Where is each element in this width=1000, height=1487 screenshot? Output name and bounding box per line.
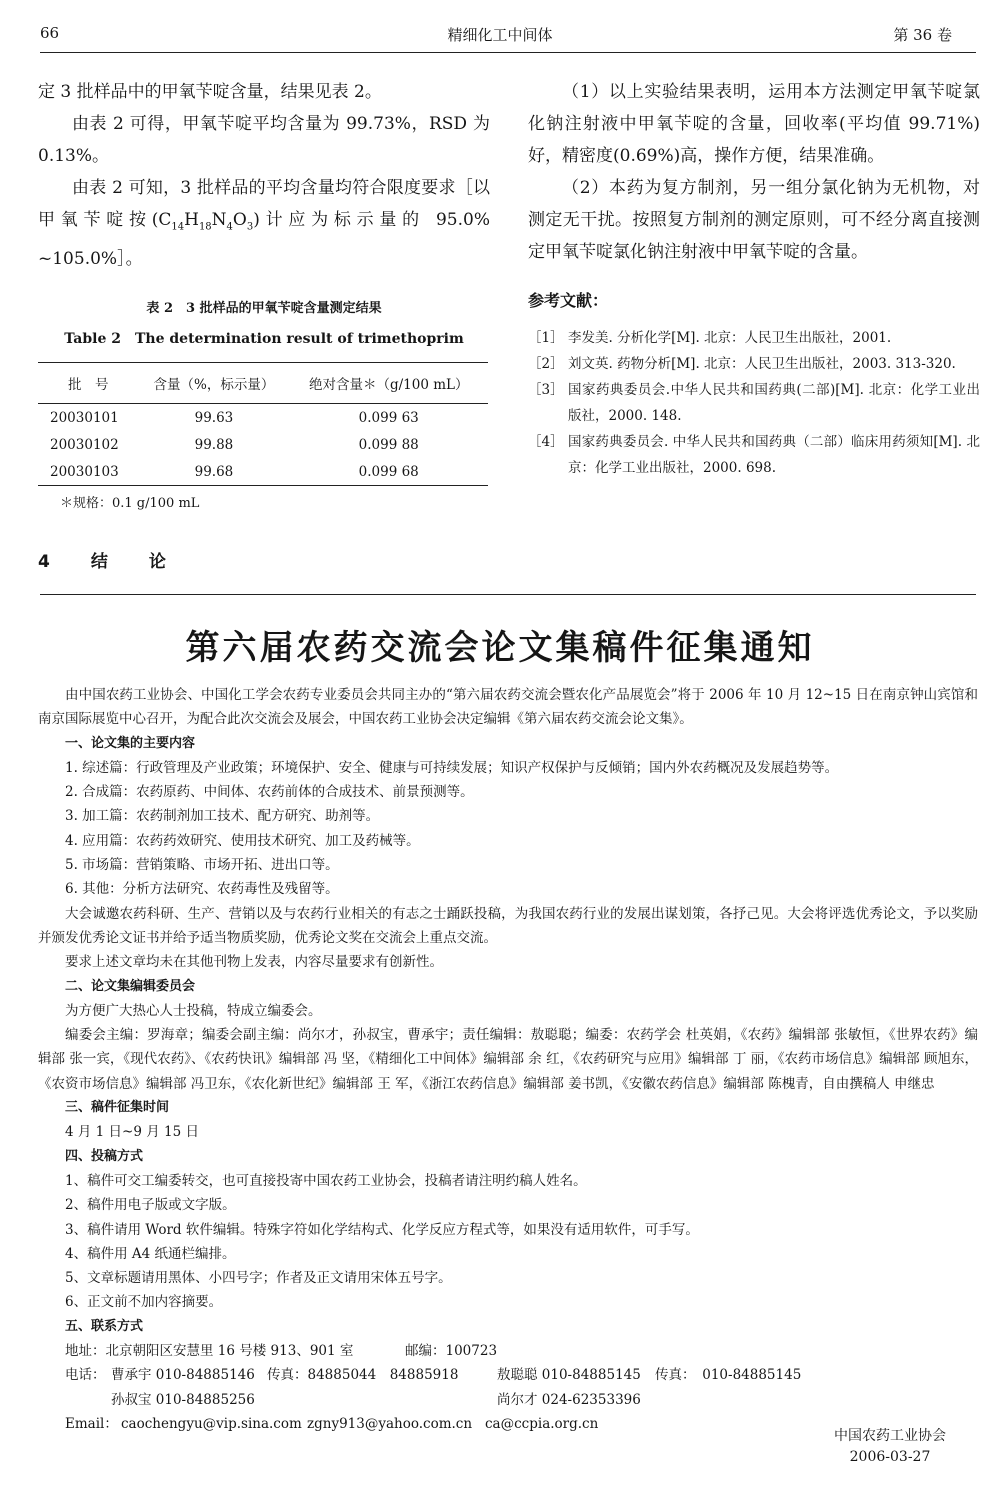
column-header: 绝对含量＊（g/100 mL） [308, 377, 469, 394]
table-cell: 20030102 [50, 436, 119, 453]
reference-list [528, 325, 980, 481]
text-run: O [232, 210, 247, 230]
notice-subheading: 三、稿件征集时间 [65, 1100, 170, 1116]
list-item: 6. 其他：分析方法研究、农药毒性及残留等。 [65, 881, 339, 898]
notice-title: 第六届农药交流会论文集稿件征集通知 [185, 628, 815, 668]
notice-subheading: 四、投稿方式 [65, 1148, 144, 1164]
paragraph: 定 3 批样品中的甲氧苄啶含量，结果见表 2。 [38, 82, 382, 102]
reference-number: ［3］ [528, 382, 564, 398]
reference-number: ［1］ [528, 330, 564, 346]
signature-org: 中国农药工业协会 [834, 1428, 946, 1444]
list-item: 1、稿件可交工编委转交，也可直接投寄中国农药工业协会，投稿者请注明约稿人姓名。 [65, 1172, 587, 1189]
page-number: 66 [40, 24, 60, 42]
reference-item [528, 325, 980, 351]
submission-period: 4 月 1 日~9 月 15 日 [65, 1124, 200, 1141]
phone-label: 电话： [65, 1367, 106, 1384]
email-address[interactable]: zgny913@yahoo.com.cn [307, 1415, 473, 1432]
contact-phone: 尚尔才 024-62353396 [497, 1391, 641, 1408]
email-address[interactable]: ca@ccpia.org.cn [485, 1415, 599, 1432]
table-cell: 20030103 [50, 463, 119, 480]
notice-intro: 由中国农药工业协会、中国化工学会农药专业委员会共同主办的“第六届农药交流会暨农化产品展览会”将于 2006 年 10 月 12~15 日在南京钟山宾馆和南京国际展览中心召开，为配合此次交流会及展会，中国农药工业协会决定编辑《第六届农药交流会论文集》。 [38, 687, 978, 728]
list-item: 6、正文前不加内容摘要。 [65, 1294, 223, 1311]
reference-item [528, 351, 980, 377]
table-caption-en: Table 2 The determination result of trimethoprim [64, 331, 464, 348]
contact-fax: 传真：84885044 84885918 [267, 1367, 459, 1384]
table-row [38, 431, 488, 458]
text-run: H [184, 210, 199, 230]
list-item: 2、稿件用电子版或文字版。 [65, 1197, 236, 1214]
reference-text: 刘文英. 药物分析[M]. 北京：人民卫生出版社，2003. 313-320. [568, 356, 956, 372]
journal-title: 精细化工中间体 [447, 26, 553, 44]
email-label: Email： [65, 1415, 118, 1432]
notice-subheading: 五、联系方式 [65, 1318, 144, 1334]
list-item: 4. 应用篇：农药药效研究、使用技术研究、加工及药械等。 [65, 832, 420, 849]
notice-subheading: 一、论文集的主要内容 [65, 735, 196, 751]
table-cell: 0.099 68 [358, 463, 419, 480]
table-header-row [38, 363, 488, 404]
table-note: ＊规格：0.1 g/100 mL [60, 496, 200, 512]
notice-body [38, 683, 978, 1436]
table-row [38, 458, 488, 486]
reference-number: ［2］ [528, 356, 564, 372]
contact-address: 地址：北京朝阳区安慧里 16 号楼 913、901 室 [65, 1343, 354, 1360]
subscript: 14 [171, 221, 185, 233]
paragraph: 由表 2 可得，甲氧苄啶平均含量为 99.73%，RSD 为 0.13%。 [38, 114, 490, 166]
reference-text: 国家药典委员会. 中华人民共和国药典（二部）临床用药须知[M]. 北京：化学工业出版社，2000. 698. [568, 434, 980, 476]
list-item: 2. 合成篇：农药原药、中间体、农药前体的合成技术、前景预测等。 [65, 784, 474, 801]
list-item: 3、稿件请用 Word 软件编辑。特殊字符如化学结构式、化学反应方程式等，如果没有适用软件，可手写。 [65, 1221, 699, 1238]
table-row [38, 404, 488, 432]
subscript: 18 [198, 221, 212, 233]
contact-phone: 孙叔宝 010-84885256 [111, 1391, 255, 1408]
left-column [38, 76, 490, 572]
results-table [38, 362, 488, 486]
contact-phone: 敖聪聪 010-84885145 [497, 1367, 641, 1384]
section-divider [40, 594, 976, 595]
column-header: 批 号 [67, 377, 109, 394]
right-column [528, 76, 980, 481]
email-address[interactable]: caochengyu@vip.sina.com [121, 1415, 302, 1432]
list-item: 1. 综述篇：行政管理及产业政策；环境保护、安全、健康与可持续发展；知识产权保护与反倾销；国内外农药概况及发展趋势等。 [65, 759, 839, 776]
running-header [40, 22, 960, 48]
contact-postcode: 邮编：100723 [405, 1343, 498, 1360]
header-rule [40, 52, 976, 53]
paragraph: （2）本药为复方制剂，另一组分氯化钠为无机物，对测定无干扰。按照复方制剂的测定原则，可不经分离直接测定甲氧苄啶氯化钠注射液中甲氧苄啶的含量。 [528, 178, 980, 262]
reference-text: 国家药典委员会.中华人民共和国药典(二部)[M]. 北京：化学工业出版社，2000. 148. [568, 382, 980, 424]
notice-paragraph: 为方便广大热心人士投稿，特成立编委会。 [65, 1002, 322, 1019]
list-item: 5. 市场篇：营销策略、市场开拓、进出口等。 [65, 857, 339, 874]
signature-date: 2006-03-27 [849, 1449, 931, 1465]
table-cell: 99.68 [194, 463, 234, 480]
table-caption-cn: 表 2 3 批样品的甲氧苄啶含量测定结果 [146, 301, 382, 317]
contact-phone: 曹承宇 010-84885146 [111, 1367, 255, 1384]
contact-address-row [38, 1339, 978, 1363]
text-run: )计应为标示量的 95.0% ~105.0%］。 [38, 210, 490, 270]
editorial-board-list: 编委会主编：罗海章；编委会副主编：尚尔才，孙叔宝，曹承宇；责任编辑：敖聪聪；编委：农药学会 杜英娟，《农药》编辑部 张敏恒，《世界农药》编辑部 张一宾，《现代农药》、《农药快讯》编辑部 冯 坚，《精细化工中间体》编辑部 余 红，《农药研究与应用》编辑部 丁 丽，《农药市场信息》编辑部 顾旭东，《农资市场信息》编辑部 冯卫东，《农化新世纪》编辑部 王 军，《浙江农药信息》编辑部 姜书凯，《安徽农药信息》编辑部 陈槐青，自由撰稿人 申继忠 [38, 1027, 978, 1092]
table-cell: 0.099 88 [358, 436, 419, 453]
text-run: N [211, 210, 227, 230]
section-heading: 4 结 论 [38, 552, 178, 573]
reference-item [528, 429, 980, 481]
table-cell: 20030101 [50, 409, 119, 426]
table-cell: 99.63 [194, 409, 234, 426]
reference-item [528, 377, 980, 429]
table-cell: 99.88 [194, 436, 234, 453]
references-heading: 参考文献： [528, 291, 609, 310]
list-item: 5、文章标题请用黑体、小四号字；作者及正文请用宋体五号字。 [65, 1270, 452, 1287]
subscript: 4 [226, 221, 233, 233]
list-item: 4、稿件用 A4 纸通栏编排。 [65, 1245, 236, 1262]
notice-paragraph: 大会诚邀农药科研、生产、营销以及与农药行业相关的有志之士踊跃投稿，为我国农药行业的发展出谋划策，各抒己见。大会将评选优秀论文，予以奖励并颁发优秀论文证书并给予适当物质奖励，优秀论文奖在交流会上重点交流。 [38, 905, 978, 946]
contact-phone-row [38, 1363, 978, 1387]
notice-paragraph: 要求上述文章均未在其他刊物上发表，内容尽量要求有创新性。 [65, 954, 443, 971]
contact-phone-row [38, 1388, 978, 1412]
reference-number: ［4］ [528, 434, 564, 450]
paragraph-formula [38, 172, 490, 275]
column-header: 含量（%，标示量） [153, 377, 275, 394]
table-cell: 0.099 63 [358, 409, 419, 426]
reference-text: 李发美. 分析化学[M]. 北京：人民卫生出版社，2001. [568, 330, 892, 346]
text-run: 由表 2 可知，3 批样品的平均含量均符合限度要求［以甲氧苄啶按(C [38, 178, 490, 230]
paragraph: （1）以上实验结果表明，运用本方法测定甲氧苄啶氯化钠注射液中甲氧苄啶的含量，回收率(平均值 99.71%)好，精密度(0.69%)高，操作方便，结果准确。 [528, 82, 980, 166]
contact-fax: 传真： 010-84885145 [655, 1367, 802, 1384]
subscript: 3 [246, 221, 254, 233]
list-item: 3. 加工篇：农药制剂加工技术、配方研究、助剂等。 [65, 808, 380, 825]
volume-label: 第 36 卷 [893, 26, 952, 44]
notice-subheading: 二、论文集编辑委员会 [65, 978, 196, 994]
